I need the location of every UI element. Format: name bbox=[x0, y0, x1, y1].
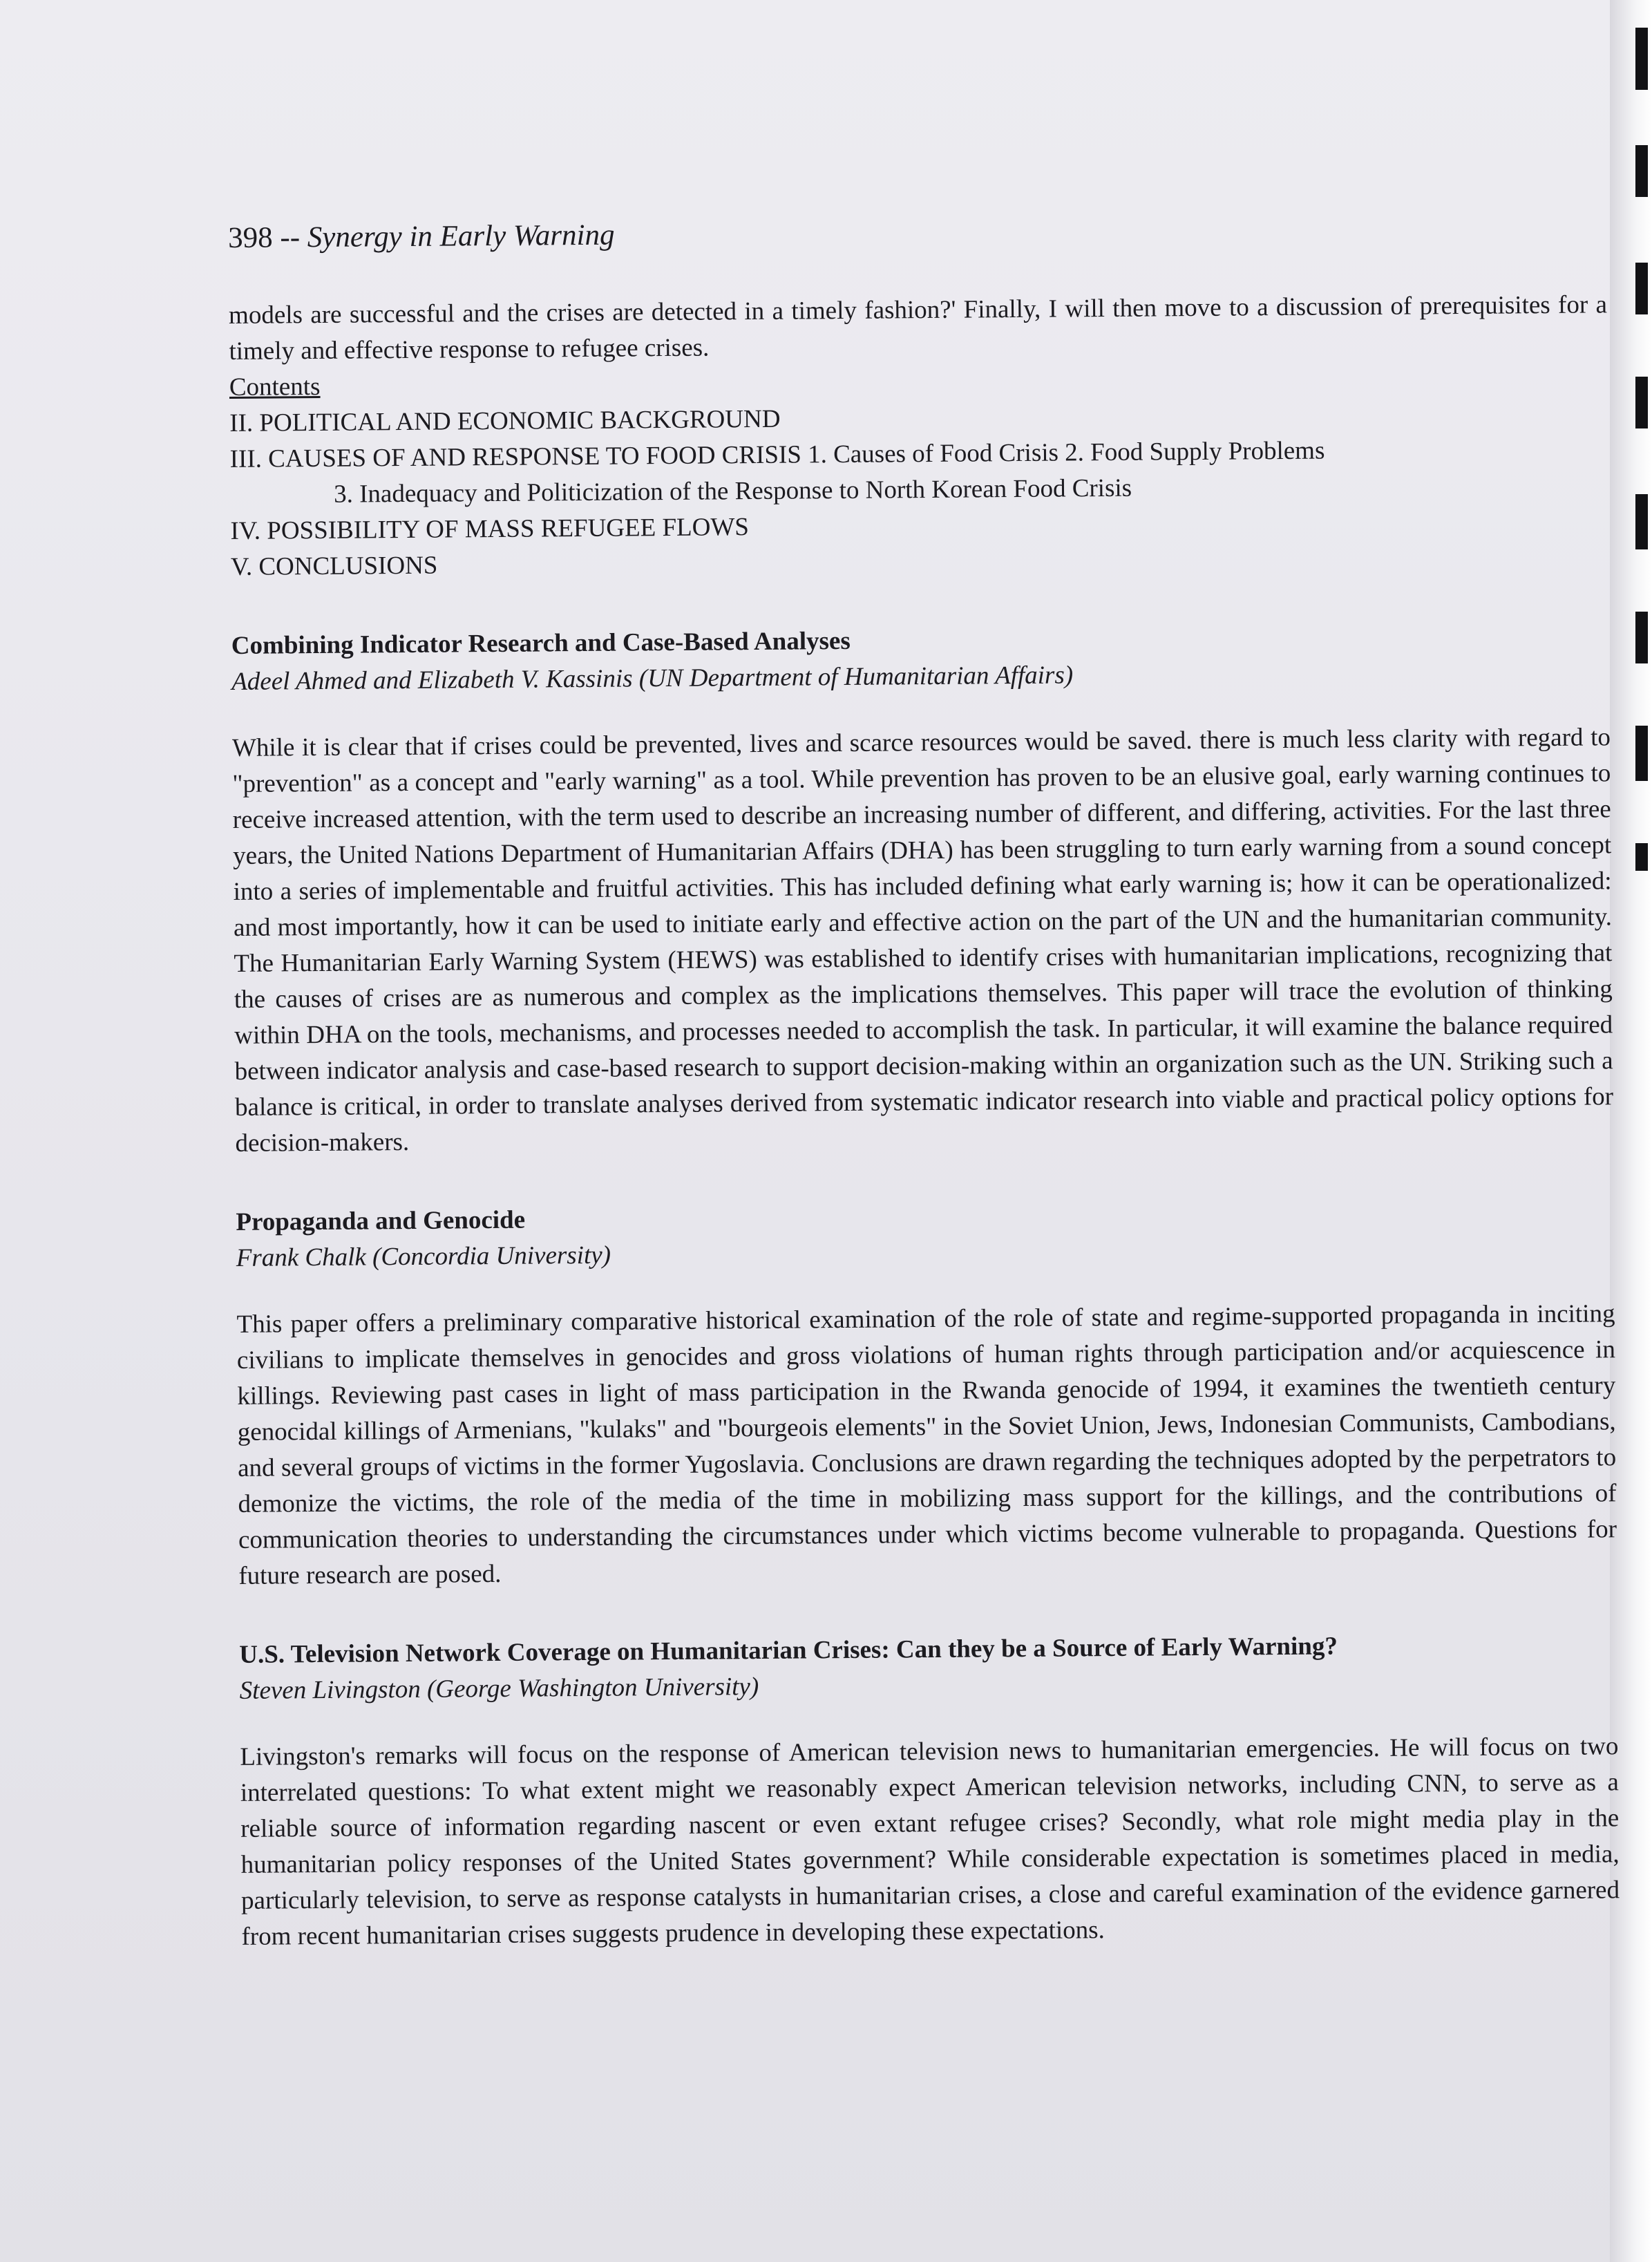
section-abstract: Livingston's remarks will focus on the response of American television news to humanitarian emergencies. He will focus on two interrelated questions: To what extent might we reasonably expect American television networks, including CNN, to serve as a reliable source of information regarding nascent or even extant refugee crises? Secondly, what role might media play in the humanitarian policy responses of the United States government? While considerable expectation is sometimes placed in media, particularly television, to serve as response catalysts in humanitarian crises, a close and careful examination of the evidence garnered from recent humanitarian crises suggests prudence in developing these expectations. bbox=[240, 1732, 1620, 1951]
contents-item: V. CONCLUSIONS bbox=[230, 551, 438, 581]
contents-heading: Contents bbox=[229, 372, 321, 402]
contents-list bbox=[229, 395, 1609, 585]
binding-tab bbox=[1635, 494, 1648, 549]
binding-tab bbox=[1635, 28, 1648, 90]
section-author: Steven Livingston (George Washington University) bbox=[239, 1672, 759, 1705]
page-content bbox=[228, 210, 1620, 1955]
running-head-title: Synergy in Early Warning bbox=[307, 218, 615, 254]
section-title: U.S. Television Network Coverage on Humanitarian Crises: Can they be a Source of Early Warning? bbox=[239, 1632, 1338, 1669]
binding-tab bbox=[1635, 263, 1648, 314]
contents-item: 3. Inadequacy and Politicization of the Response to North Korean Food Crisis bbox=[333, 473, 1132, 509]
section-title: Propaganda and Genocide bbox=[236, 1205, 526, 1236]
section-author: Frank Chalk (Concordia University) bbox=[236, 1241, 611, 1272]
intro-paragraph: models are successful and the crises are detected in a timely fashion?' Finally, I will then move to a discussion of prerequisites for a timely and effective response to refugee crises. bbox=[228, 290, 1608, 366]
section-abstract: This paper offers a preliminary comparative historical examination of the role of state and regime-supported propaganda in inciting civilians to implicate themselves in genocides and gross violations of human rights through participation and/or acquiescence in killings. Reviewing past cases in light of mass participation in the Rwanda genocide of 1994, it examines the twentieth century genocidal killings of Armenians, "kulaks" and "bourgeois elements" in the Soviet Union, Jews, Indonesian Communists, Cambodians, and several groups of victims in the former Yugoslavia. Conclusions are drawn regarding the techniques adopted by the perpetrators to demonize the victims, the role of the media of the time in mobilizing mass support for the killings, and the contributions of communication theories to understanding the circumstances under which victims become vulnerable to propaganda. Questions for future research are posed. bbox=[236, 1299, 1617, 1590]
contents-item: II. POLITICAL AND ECONOMIC BACKGROUND bbox=[229, 404, 781, 437]
section-abstract: While it is clear that if crises could be prevented, lives and scarce resources would be saved. there is much less clarity with regard to "prevention" as a concept and "early warning" as a tool. While prevention has proven to be an elusive goal, early warning continues to receive increased attention, with the term used to describe an increasing number of different, and differing, activities. For the last three years, the United Nations Department of Humanitarian Affairs (DHA) has been struggling to turn early warning from a sound concept into a series of implementable and fruitful activities. This has included defining what early warning is; how it can be operationalized: and most importantly, how it can be used to initiate early and effective action on the part of the UN and the humanitarian community. The Humanitarian Early Warning System (HEWS) was established to identify crises with humanitarian implications, recognizing that the causes of crises are as numerous and complex as the implications themselves. This paper will trace the evolution of thinking within DHA on the tools, mechanisms, and processes needed to accomplish the task. In particular, it will examine the balance required between indicator analysis and case-based research to support decision-making within an organization such as the UN. Striking such a balance is critical, in order to translate analyses derived from systematic indicator research into viable and practical policy options for decision-makers. bbox=[231, 723, 1614, 1158]
binding-tab bbox=[1635, 612, 1648, 663]
binding-tab bbox=[1635, 726, 1648, 781]
binding-tab bbox=[1635, 843, 1648, 871]
binding-tab bbox=[1635, 377, 1648, 428]
contents-item: III. CAUSES OF AND RESPONSE TO FOOD CRISIS 1. Causes of Food Crisis 2. Food Supply Problems bbox=[229, 436, 1325, 473]
page-number: 398 -- bbox=[228, 221, 301, 254]
section-title: Combining Indicator Research and Case-Based Analyses bbox=[231, 626, 851, 660]
contents-item: IV. POSSIBILITY OF MASS REFUGEE FLOWS bbox=[230, 513, 750, 545]
section-author: Adeel Ahmed and Elizabeth V. Kassinis (UN Department of Humanitarian Affairs) bbox=[231, 661, 1074, 696]
binding-tab bbox=[1635, 145, 1648, 197]
